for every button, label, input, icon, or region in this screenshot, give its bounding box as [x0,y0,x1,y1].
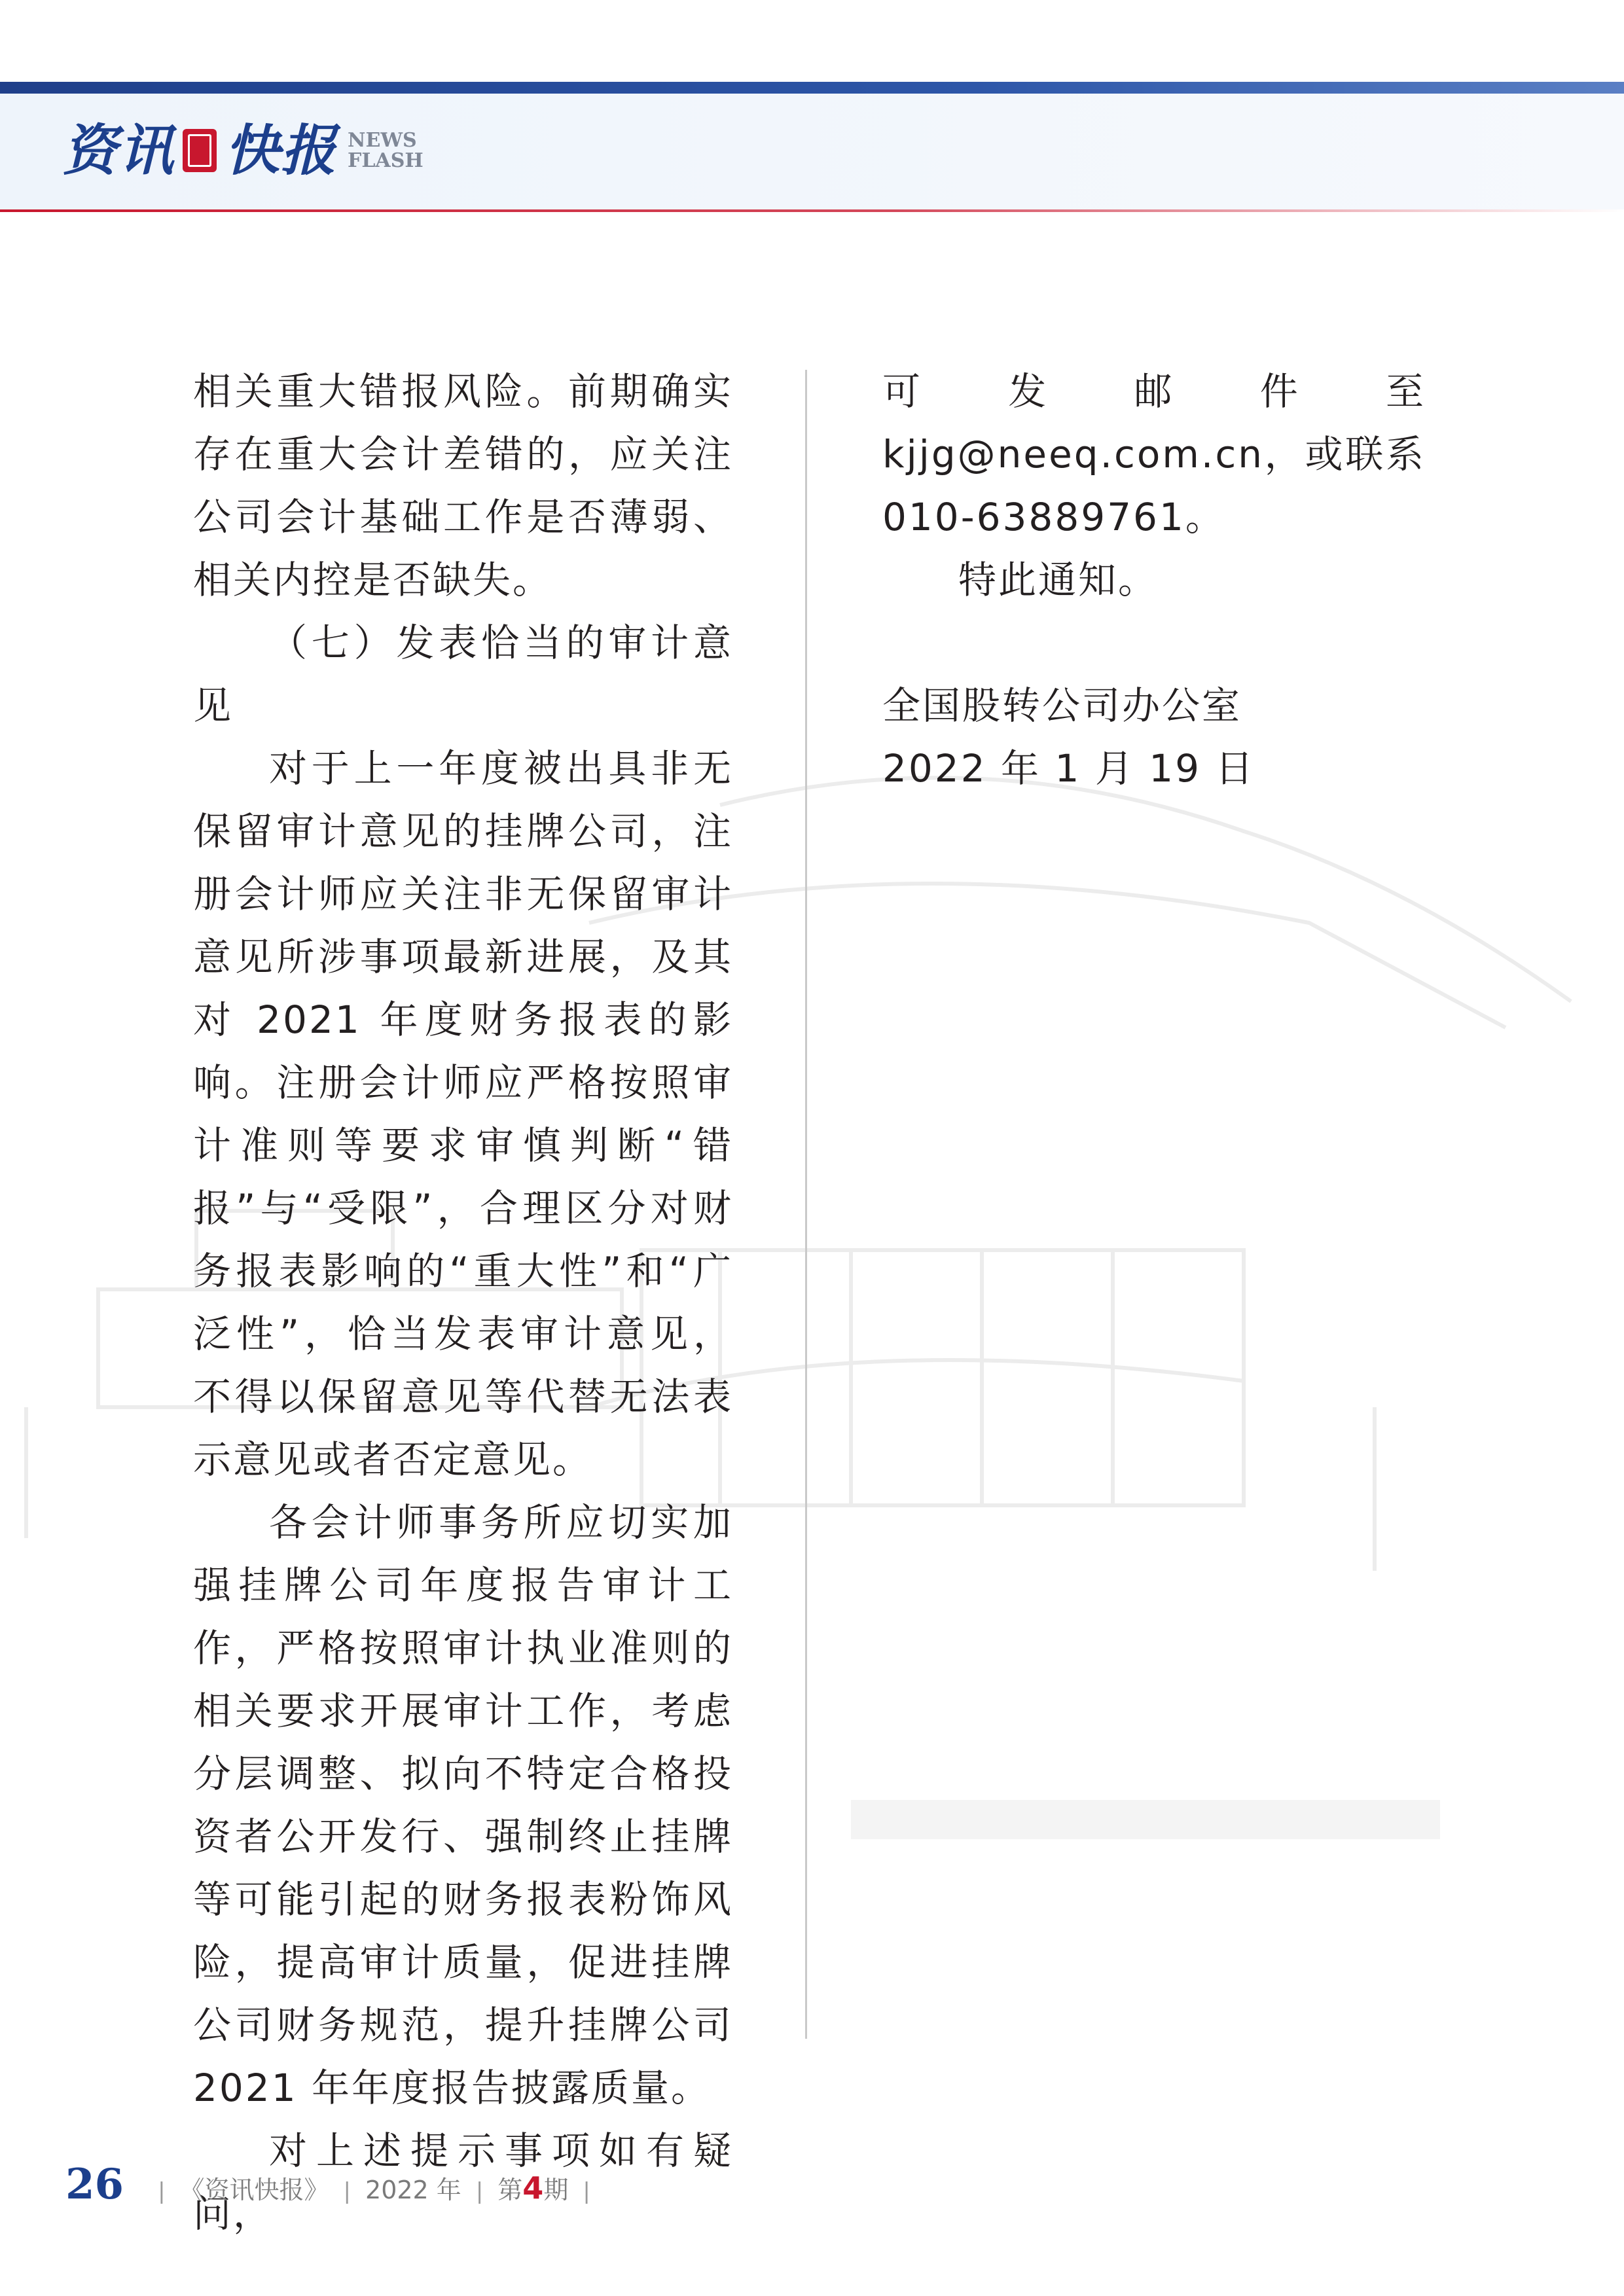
footer-separator: | [475,2178,484,2204]
footer-publication: 《资讯快报》 [179,2176,329,2204]
page-footer [65,2160,605,2219]
publication-logo [62,111,424,190]
logo-title-left: 资讯 [62,118,175,183]
column-divider [805,370,807,2039]
seal-icon [183,129,217,172]
header-bottom-rule [0,209,1624,212]
right-paragraph-2: 特此通知。 [958,558,1159,602]
left-paragraph-3: 各会计师事务所应切实加强挂牌公司年度报告审计工作，严格按照审计执业准则的相关要求开展审计工作，考虑分层调整、拟向不特定合格投资者公开发行、强制终止挂牌等可能引起的财务报表粉饰风险，提高审计质量，促进挂牌公司财务规范，提升挂牌公司 2021 年年度报告披露质量。 [193,1500,733,2110]
footer-separator: | [158,2178,166,2204]
logo-subtitle-line1: NEWS [348,128,417,152]
footer-issue-number: 4 [522,2170,544,2206]
logo-title-right: 快报 [225,118,338,183]
signature-date: 2022 年 1 月 19 日 [882,746,1255,791]
left-paragraph-2: 对于上一年度被出具非无保留审计意见的挂牌公司，注册会计师应关注非无保留审计意见所涉事项最新进展，及其对 2021 年度财务报表的影响。注册会计师应严格按照审计准则等要求审慎判断“错报”与“受限”，合理区分对财务报表影响的“重大性”和“广泛性”，恰当发表审计意见，不得以保留意见等代替无法表示意见或者否定意见。 [193,746,733,1482]
footer-separator: | [583,2178,590,2204]
signature-organization: 全国股转公司办公室 [882,683,1242,728]
footer-year: 2022 年 [365,2176,461,2204]
left-paragraph-4: 对上述提示事项如有疑问， [193,2128,733,2236]
logo-subtitle [348,130,424,171]
header-top-rule [0,82,1624,94]
left-text-column [193,360,733,2245]
logo-subtitle-line2: FLASH [348,149,424,172]
section-heading-7: （七）发表恰当的审计意见 [193,620,733,728]
footer-separator: | [343,2178,352,2204]
left-paragraph-1: 相关重大错报风险。前期确实存在重大会计差错的，应关注公司会计基础工作是否薄弱、相关内控是否缺失。 [193,369,733,602]
footer-issue-prefix: 第 [497,2176,523,2204]
right-text-column [882,360,1426,800]
footer-issue-suffix: 期 [543,2176,569,2204]
right-paragraph-1: 可发邮件至 kjjg@neeq.com.cn，或联系 010-63889761。 [882,369,1426,539]
page-number: 26 [65,2160,124,2209]
